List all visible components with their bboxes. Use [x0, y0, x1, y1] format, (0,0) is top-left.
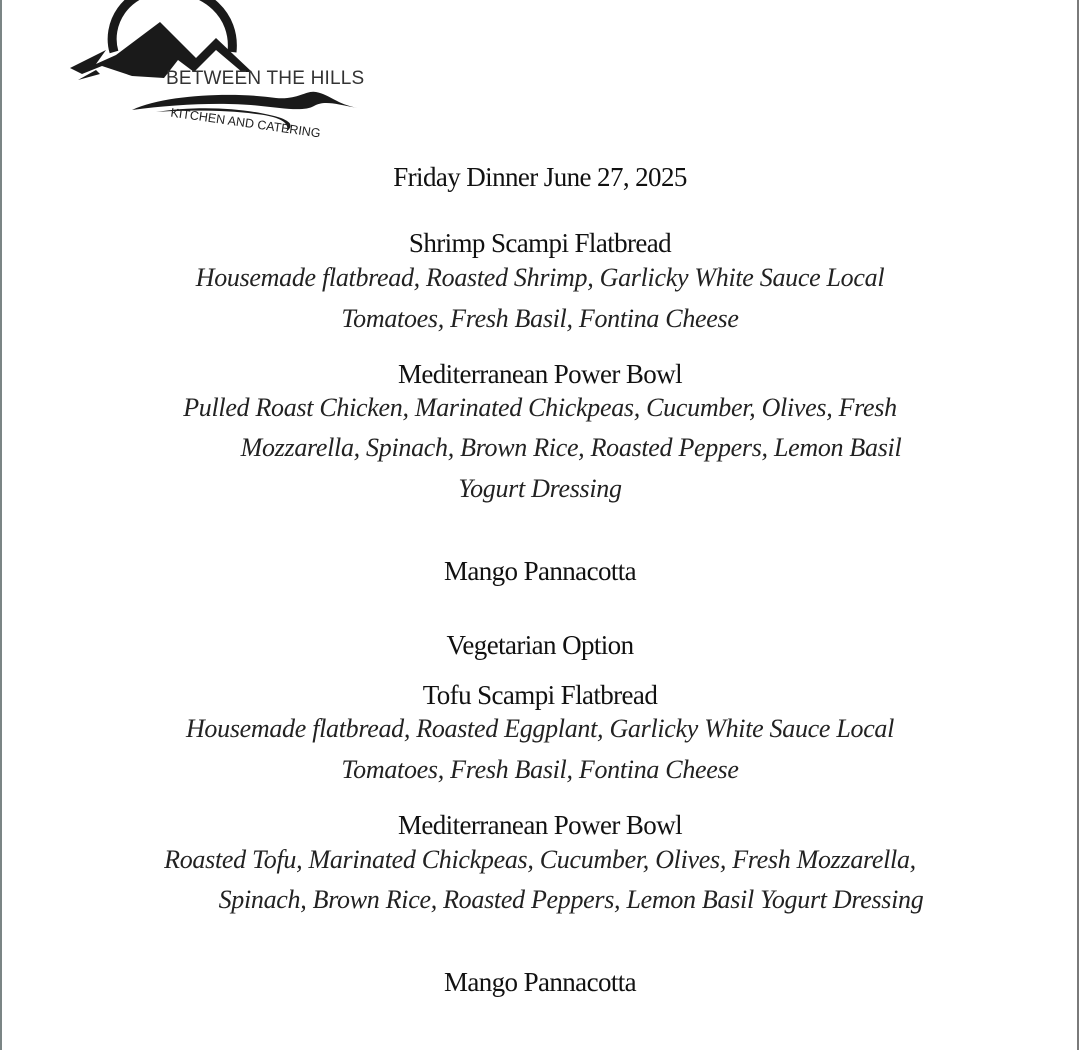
menu-item-description: Housemade flatbread, Roasted Shrimp, Garlicky White Sauce Local: [195, 263, 885, 292]
menu-item-name: Tofu Scampi Flatbread: [422, 680, 658, 710]
menu-item-description: Pulled Roast Chicken, Marinated Chickpeas, Cucumber, Olives, Fresh: [183, 393, 897, 422]
menu-item-description: Tomatoes, Fresh Basil, Fontina Cheese: [341, 304, 739, 333]
menu-item-description: Mozzarella, Spinach, Brown Rice, Roasted Peppers, Lemon Basil: [240, 433, 902, 462]
menu-item-name: Mediterranean Power Bowl: [397, 359, 682, 389]
menu-item-name: Mango Pannacotta: [443, 556, 637, 586]
menu-item-description: Roasted Tofu, Marinated Chickpeas, Cucumber, Olives, Fresh Mozzarella,: [164, 845, 916, 874]
menu-item-name: Shrimp Scampi Flatbread: [408, 228, 672, 258]
menu-item-description: Tomatoes, Fresh Basil, Fontina Cheese: [341, 755, 739, 784]
menu-item-description: Housemade flatbread, Roasted Eggplant, Garlicky White Sauce Local: [185, 714, 895, 743]
menu-title: Friday Dinner June 27, 2025: [393, 162, 687, 192]
menu-item-name: Mango Pannacotta: [443, 967, 637, 997]
menu-item-description: Spinach, Brown Rice, Roasted Peppers, Lemon Basil Yogurt Dressing: [218, 885, 924, 914]
menu-item-description: Yogurt Dressing: [458, 474, 622, 503]
menu-item-name: Mediterranean Power Bowl: [397, 810, 682, 840]
logo-subtitle: KITCHEN AND CATERING: [169, 105, 322, 141]
logo-title: BETWEEN THE HILLS: [166, 68, 365, 89]
vegetarian-heading: Vegetarian Option: [446, 630, 634, 660]
